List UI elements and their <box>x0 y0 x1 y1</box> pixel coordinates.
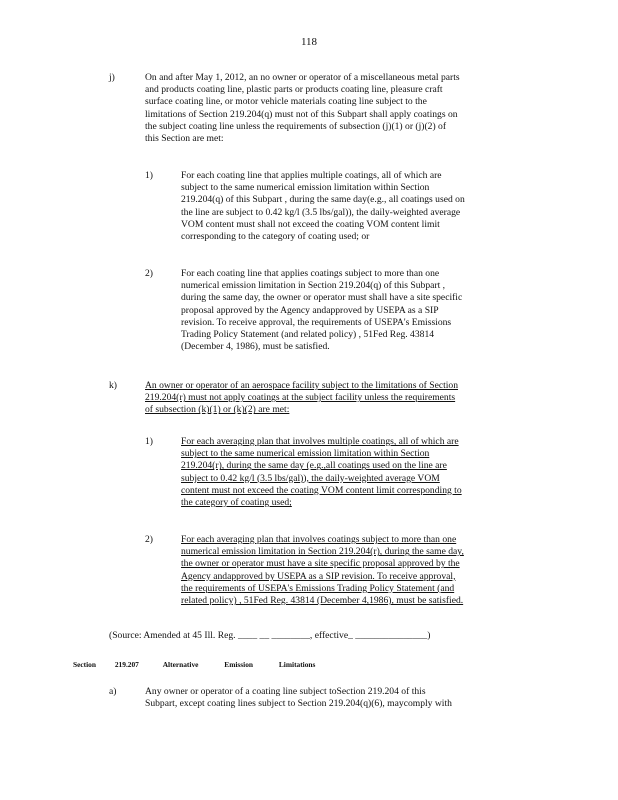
paragraph-a-label: a) <box>109 686 117 697</box>
paragraph-line: subject to 0.42 kg/l (3.5 lbs/gal)), the daily-weighted average VOM <box>181 472 440 484</box>
paragraph-line: related policy) , 51Fed Reg. 43814 (December 4,1986), must be satisfied. <box>181 595 464 607</box>
paragraph-line: corresponding to the category of coating used; or <box>181 231 370 243</box>
section-title: Alternative Emission Limitations <box>162 660 316 669</box>
paragraph-line: Any owner or operator of a coating line subject toSection 219.204 of this <box>145 686 426 697</box>
paragraph-line: On and after May 1, 2012, an no owner or operator of a miscellaneous metal parts <box>145 72 460 83</box>
paragraph-line: 219.204(r) must not apply coatings at the subject facility unless the requirements <box>145 392 456 404</box>
section-number: 219.207 <box>114 660 139 669</box>
paragraph-j <box>109 72 532 145</box>
paragraph-line: the owner or operator must have a site specific proposal approved by the <box>181 558 460 570</box>
paragraph-line: the line are subject to 0.42 kg/l (3.5 lbs/gal)), the daily-weighted average <box>181 206 461 218</box>
paragraph-k-1 <box>145 436 533 509</box>
section-heading <box>73 660 315 669</box>
paragraph-line: An owner or operator of an aerospace facility subject to the limitations of Section <box>145 380 459 391</box>
paragraph-line: this Section are met: <box>145 133 224 145</box>
paragraph-line: the requirements of USEPA's Emissions Trading Policy Statement (and <box>181 582 455 594</box>
page-number: 118 <box>300 36 318 48</box>
paragraph-k-2-label: 2) <box>145 534 153 545</box>
paragraph-line: and products coating line, plastic parts or products coating line, pleasure craft <box>145 84 443 96</box>
paragraph-k-2 <box>145 534 533 607</box>
paragraph-line: the subject coating line unless the requirements of subsection (j)(1) or (j)(2) of <box>145 120 447 132</box>
paragraph-line: limitations of Section 219.204(q) must not of this Subpart shall apply coatings on <box>145 108 458 120</box>
paragraph-line: numerical emission limitation in Section 219.204(r), during the same day, <box>181 546 464 558</box>
paragraph-k <box>109 380 532 417</box>
paragraph-line: (December 4, 1986), must be satisfied. <box>181 341 330 353</box>
paragraph-j-1-label: 1) <box>145 170 153 181</box>
paragraph-j-label: j) <box>109 72 115 83</box>
paragraph-line: content must not exceed the coating VOM content limit corresponding to <box>181 484 462 496</box>
paragraph-line: Agency andapproved by USEPA as a SIP revision. To receive approval, <box>181 570 456 582</box>
paragraph-line: proposal approved by the Agency andapproved by USEPA as a SIP <box>181 304 439 316</box>
paragraph-line: revision. To receive approval, the requirements of USEPA's Emissions <box>181 316 452 328</box>
paragraph-line: surface coating line, or motor vehicle materials coating line subject to the <box>145 96 427 108</box>
paragraph-line: during the same day, the owner or operator must shall have a site specific <box>181 292 463 304</box>
paragraph-line: the category of coating used; <box>181 497 292 509</box>
paragraph-line: For each coating line that applies multiple coatings, all of which are <box>181 170 442 181</box>
paragraph-line: For each coating line that applies coatings subject to more than one <box>181 268 440 279</box>
paragraph-line: subject to the same numerical emission limitation within Section <box>181 182 430 194</box>
paragraph-line: 219.204(q) of this Subpart , during the same day(e.g., all coatings used on <box>181 194 465 206</box>
paragraph-j-2-label: 2) <box>145 268 153 279</box>
paragraph-a <box>109 686 532 710</box>
paragraph-line: numerical emission limitation in Section 219.204(q) of this Subpart , <box>181 280 446 292</box>
paragraph-line: of subsection (k)(1) or (k)(2) are met: <box>145 404 290 416</box>
section-word: Section <box>73 660 96 669</box>
paragraph-line: Trading Policy Statement (and related policy) , 51Fed Reg. 43814 <box>181 329 435 341</box>
paragraph-line: subject to the same numerical emission limitation within Section <box>181 448 430 460</box>
paragraph-line: VOM content must shall not exceed the coating VOM content limit <box>181 218 440 230</box>
paragraph-line: Subpart, except coating lines subject to Section 219.204(q)(6), maycomply with <box>145 698 452 710</box>
paragraph-line: 219.204(r), during the same day (e.g.,all coatings used on the line are <box>181 460 447 472</box>
paragraph-j-2 <box>145 268 533 353</box>
paragraph-line: For each averaging plan that involves multiple coatings, all of which are <box>181 436 459 447</box>
paragraph-j-1 <box>145 170 533 243</box>
paragraph-k-label: k) <box>109 380 117 391</box>
source-note: (Source: Amended at 45 Ill. Reg. ____ __ ________, effective_ _______________) <box>109 630 431 641</box>
paragraph-k-1-label: 1) <box>145 436 153 447</box>
paragraph-line: For each averaging plan that involves coatings subject to more than one <box>181 534 457 545</box>
